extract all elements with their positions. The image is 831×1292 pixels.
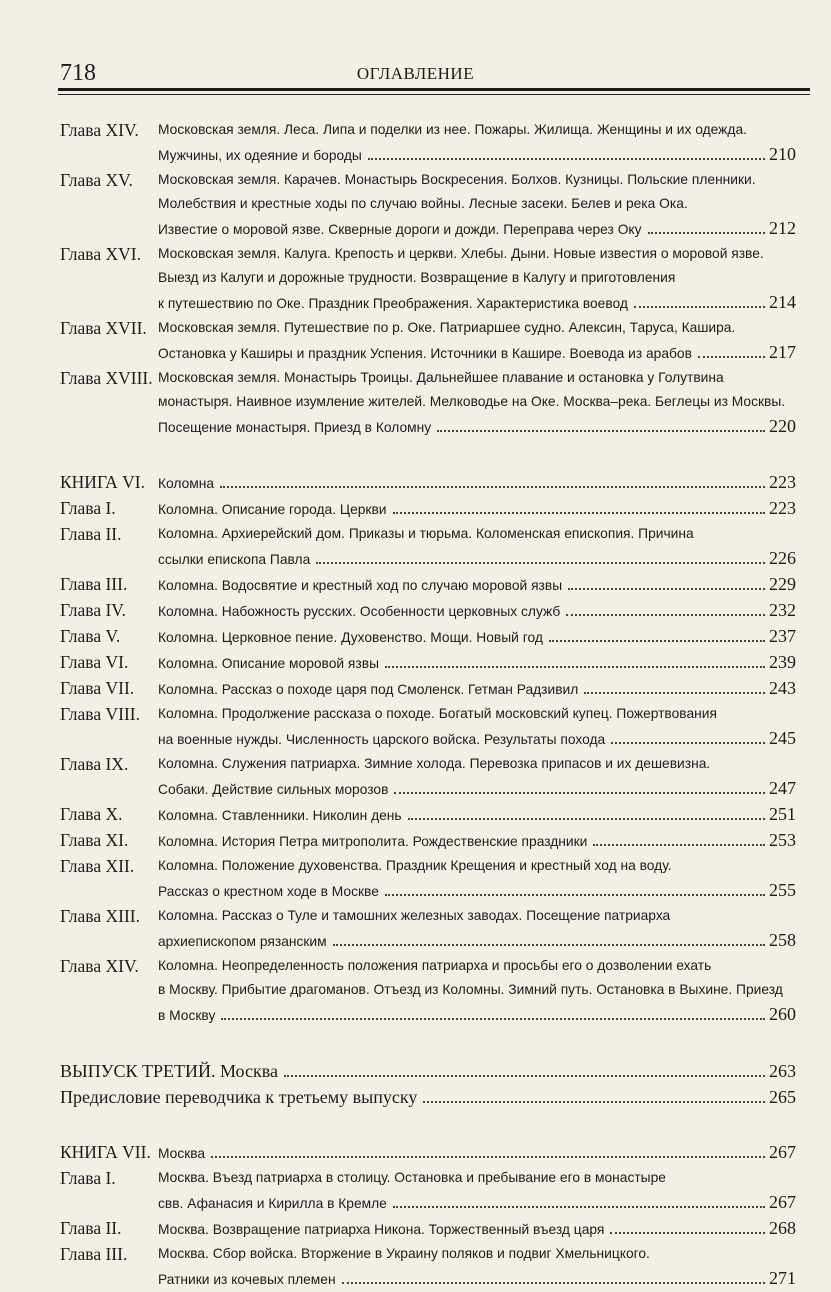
entry-page-number: 223	[769, 498, 796, 518]
entry-text-line: Коломна	[158, 476, 215, 491]
entry-text-line: Коломна. Набожность русских. Особенности церковных служб	[158, 604, 561, 619]
toc-entry	[60, 316, 796, 366]
entry-label: Глава XII.	[60, 856, 135, 876]
entry-page-number: 247	[769, 778, 796, 798]
entry-last-line	[158, 878, 796, 904]
entry-label: Глава XIII.	[60, 906, 140, 926]
toc-entry	[60, 242, 796, 316]
entry-text-line: Москва. Въезд патриарха в столицу. Остановка и пребывание его в монастыре	[158, 1170, 666, 1185]
entry-body	[158, 624, 796, 650]
toc-entry	[60, 522, 796, 572]
entry-text-line: Известие о моровой язве. Скверные дороги и дожди. Переправа через Оку	[158, 222, 642, 237]
entry-page-number: 223	[769, 472, 796, 492]
entry-body	[158, 118, 796, 168]
entry-last-line	[158, 496, 796, 522]
entry-label: Глава IV.	[60, 600, 127, 620]
entry-last-line	[158, 572, 796, 598]
entry-label: Глава III.	[60, 574, 128, 594]
header-rule-thin	[58, 94, 810, 95]
toc-entry	[60, 1140, 796, 1166]
entry-last-line	[158, 142, 796, 168]
toc-entry	[60, 1058, 796, 1084]
entry-page-number: 212	[769, 218, 796, 238]
entry-text-line: на военные нужды. Численность царского войска. Результаты похода	[158, 732, 606, 747]
toc-entry	[60, 802, 796, 828]
entry-page-number: 226	[769, 548, 796, 568]
entry-label: Глава III.	[60, 1244, 128, 1264]
dot-leader	[611, 741, 765, 744]
entry-body	[158, 572, 796, 598]
page-number: 718	[60, 60, 96, 86]
entry-body	[60, 1084, 796, 1110]
entry-body	[60, 1058, 796, 1084]
entry-label: Глава XIV.	[60, 120, 139, 140]
dot-leader	[698, 355, 765, 358]
entry-text-line: Московская земля. Калуга. Крепость и церкви. Хлебы. Дыни. Новые известия о моровой язве.	[158, 246, 764, 261]
entry-body	[158, 496, 796, 522]
entry-body	[158, 366, 796, 440]
entry-page-number: 265	[769, 1087, 796, 1107]
toc-entry	[60, 470, 796, 496]
entry-text-line: Коломна. Церковное пение. Духовенство. Мощи. Новый год	[158, 630, 543, 645]
entry-body	[158, 1242, 796, 1292]
entry-text-line: Москва. Возвращение патриарха Никона. Торжественный въезд царя	[158, 1222, 605, 1237]
entry-label: КНИГА VI.	[60, 472, 146, 492]
entry-text-line: Коломна. Водосвятие и крестный ход по случаю моровой язвы	[158, 578, 563, 593]
entry-page-number: 268	[769, 1218, 796, 1238]
entry-text-line: Московская земля. Путешествие по р. Оке. Патриаршее судно. Алексин, Таруса, Кашира.	[158, 320, 736, 335]
entry-last-line	[158, 928, 796, 954]
entry-text-line: Коломна. Описание города. Церкви	[158, 502, 387, 517]
entry-text-line: Московская земля. Монастырь Троицы. Дальнейшее плавание и остановка у Голутвина	[158, 370, 724, 385]
entry-page-number: 210	[769, 144, 796, 164]
entry-body	[158, 828, 796, 854]
entry-last-line	[158, 340, 796, 366]
entry-text-line: ВЫПУСК ТРЕТИЙ. Москва	[60, 1061, 278, 1081]
entry-label: Глава VI.	[60, 652, 129, 672]
toc-entry	[60, 168, 796, 242]
entry-body	[158, 650, 796, 676]
table-of-contents	[60, 118, 796, 1292]
entry-last-line	[158, 1140, 796, 1166]
entry-body	[158, 904, 796, 954]
entry-label: Глава XIV.	[60, 956, 139, 976]
entry-page-number: 267	[769, 1192, 796, 1212]
entry-text-line: Мужчины, их одеяние и бороды	[158, 148, 362, 163]
toc-entry	[60, 676, 796, 702]
dot-leader	[568, 587, 765, 590]
entry-last-line	[158, 676, 796, 702]
dot-leader	[593, 843, 765, 846]
dot-leader	[342, 1281, 765, 1284]
dot-leader	[393, 1205, 765, 1208]
dot-leader	[584, 691, 765, 694]
entry-page-number: 217	[769, 342, 796, 362]
entry-label: Глава XV.	[60, 170, 133, 190]
entry-text-line: Остановка у Каширы и праздник Успения. Источники в Кашире. Воевода из арабов	[158, 346, 692, 361]
entry-last-line	[158, 598, 796, 624]
toc-entry	[60, 366, 796, 440]
entry-label: Глава VIII.	[60, 704, 140, 724]
dot-leader	[211, 1155, 765, 1158]
entry-last-line	[158, 470, 796, 496]
entry-text-line: архиепископом рязанским	[158, 934, 327, 949]
running-title: ОГЛАВЛЕНИЕ	[356, 64, 475, 83]
toc-entry	[60, 1216, 796, 1242]
entry-text-line: Коломна. Неопределенность положения патриарха и просьбы его о дозволении ехать	[158, 958, 712, 973]
toc-entry	[60, 854, 796, 904]
dot-leader	[394, 791, 765, 794]
entry-text-line: к путешествию по Оке. Праздник Преображения. Характеристика воевод	[158, 296, 628, 311]
entry-label: Глава XI.	[60, 830, 129, 850]
toc-entry	[60, 496, 796, 522]
toc-entry	[60, 572, 796, 598]
entry-page-number: 245	[769, 728, 796, 748]
toc-entry	[60, 1242, 796, 1292]
dot-leader	[368, 157, 765, 160]
dot-leader	[566, 613, 765, 616]
entry-last-line	[158, 414, 796, 440]
entry-body	[158, 676, 796, 702]
entry-page-number: 258	[769, 930, 796, 950]
entry-text-line: Коломна. История Петра митрополита. Рождественские праздники	[158, 834, 588, 849]
entry-text-line: монастыря. Наивное изумление жителей. Мелководье на Оке. Москва–река. Беглецы из Москвы.	[158, 394, 786, 409]
entry-label: Глава II.	[60, 1218, 122, 1238]
toc-entry	[60, 828, 796, 854]
entry-label: Глава I.	[60, 1168, 116, 1188]
entry-body	[158, 598, 796, 624]
entry-page-number: 267	[769, 1142, 796, 1162]
entry-text-line: Московская земля. Леса. Липа и поделки из нее. Пожары. Жилища. Женщины и их одежда.	[158, 122, 747, 137]
entry-label: Глава I.	[60, 498, 116, 518]
entry-last-line	[158, 1216, 796, 1242]
toc-entry	[60, 1084, 796, 1110]
dot-leader	[610, 1231, 765, 1234]
entry-page-number: 239	[769, 652, 796, 672]
entry-body	[158, 470, 796, 496]
entry-last-line	[158, 624, 796, 650]
entry-label: КНИГА VII.	[60, 1142, 151, 1162]
entry-text-line: Москва. Сбор войска. Вторжение в Украину поляков и подвиг Хмельницкого.	[158, 1246, 650, 1261]
entry-label: Глава XVIII.	[60, 368, 153, 388]
entry-label: Глава VII.	[60, 678, 135, 698]
entry-body	[158, 168, 796, 242]
entry-last-line	[158, 828, 796, 854]
entry-label: Глава XVII.	[60, 318, 147, 338]
entry-body	[158, 802, 796, 828]
dot-leader	[385, 893, 765, 896]
entry-label: Глава V.	[60, 626, 121, 646]
entry-body	[158, 1166, 796, 1216]
dot-leader	[393, 511, 765, 514]
entry-page-number: 237	[769, 626, 796, 646]
entry-text-line: Рассказ о крестном ходе в Москве	[158, 884, 379, 899]
entry-body	[158, 522, 796, 572]
entry-body	[158, 752, 796, 802]
entry-page-number: 243	[769, 678, 796, 698]
entry-text-line: Собаки. Действие сильных морозов	[158, 782, 389, 797]
entry-page-number: 255	[769, 880, 796, 900]
entry-body	[158, 854, 796, 904]
toc-entry	[60, 752, 796, 802]
entry-text-line: в Москву	[158, 1008, 216, 1023]
entry-body	[158, 954, 796, 1028]
entry-page-number: 232	[769, 600, 796, 620]
entry-last-line	[158, 216, 796, 242]
dot-leader	[648, 231, 765, 234]
entry-last-line	[60, 1058, 796, 1084]
dot-leader	[333, 943, 765, 946]
entry-last-line	[158, 1002, 796, 1028]
entry-body	[158, 702, 796, 752]
toc-entry	[60, 954, 796, 1028]
toc-entry	[60, 650, 796, 676]
toc-entry	[60, 702, 796, 752]
entry-page-number: 229	[769, 574, 796, 594]
entry-last-line	[60, 1084, 796, 1110]
dot-leader	[221, 1017, 765, 1020]
dot-leader	[437, 429, 765, 432]
dot-leader	[549, 639, 765, 642]
toc-entry	[60, 904, 796, 954]
entry-last-line	[158, 546, 796, 572]
entry-last-line	[158, 726, 796, 752]
entry-text-line: Коломна. Ставленники. Николин день	[158, 808, 402, 823]
entry-text-line: Коломна. Положение духовенства. Праздник Крещения и крестный ход на воду.	[158, 858, 672, 873]
entry-text-line: Предисловие переводчика к третьему выпуску	[60, 1087, 418, 1107]
entry-page-number: 214	[769, 292, 796, 312]
toc-entry	[60, 1166, 796, 1216]
entry-last-line	[158, 802, 796, 828]
entry-text-line: Коломна. Служения патриарха. Зимние холода. Перевозка припасов и их дешевизна.	[158, 756, 711, 771]
entry-text-line: ссылки епископа Павла	[158, 552, 311, 567]
entry-page-number: 253	[769, 830, 796, 850]
entry-last-line	[158, 776, 796, 802]
dot-leader	[220, 485, 765, 488]
dot-leader	[284, 1074, 765, 1077]
entry-text-line: Выезд из Калуги и дорожные трудности. Возвращение в Калугу и приготовления	[158, 270, 676, 285]
toc-entry	[60, 118, 796, 168]
entry-page-number: 260	[769, 1004, 796, 1024]
toc-entry	[60, 624, 796, 650]
entry-text-line: Молебствия и крестные ходы по случаю войны. Лесные засеки. Белев и река Ока.	[158, 196, 688, 211]
entry-body	[158, 1216, 796, 1242]
entry-label: Глава II.	[60, 524, 122, 544]
entry-last-line	[158, 1266, 796, 1292]
entry-text-line: Московская земля. Карачев. Монастырь Воскресения. Болхов. Кузницы. Польские пленники.	[158, 172, 756, 187]
entry-page-number: 251	[769, 804, 796, 824]
dot-leader	[316, 561, 765, 564]
entry-page-number: 263	[769, 1061, 796, 1081]
entry-text-line: Коломна. Продолжение рассказа о походе. Богатый московский купец. Пожертвования	[158, 706, 717, 721]
entry-text-line: Коломна. Рассказ о походе царя под Смоленск. Гетман Радзивил	[158, 682, 579, 697]
entry-page-number: 220	[769, 416, 796, 436]
entry-page-number: 271	[769, 1268, 796, 1288]
entry-text-line: Коломна. Описание моровой язвы	[158, 656, 379, 671]
entry-text-line: Посещение монастыря. Приезд в Коломну	[158, 420, 432, 435]
dot-leader	[634, 305, 765, 308]
entry-label: Глава X.	[60, 804, 123, 824]
entry-body	[158, 242, 796, 316]
dot-leader	[385, 665, 765, 668]
entry-text-line: в Москву. Прибытие драгоманов. Отъезд из Коломны. Зимний путь. Остановка в Выхине. Приезд	[158, 982, 783, 997]
entry-text-line: Москва	[158, 1146, 206, 1161]
entry-text-line: Коломна. Рассказ о Туле и тамошних железных заводах. Посещение патриарха	[158, 908, 671, 923]
entry-body	[158, 1140, 796, 1166]
entry-label: Глава XVI.	[60, 244, 141, 264]
entry-text-line: свв. Афанасия и Кирилла в Кремле	[158, 1196, 387, 1211]
dot-leader	[408, 817, 765, 820]
toc-entry	[60, 598, 796, 624]
entry-last-line	[158, 650, 796, 676]
entry-text-line: Коломна. Архиерейский дом. Приказы и тюрьма. Коломенская епископия. Причина	[158, 526, 694, 541]
dot-leader	[423, 1100, 765, 1103]
entry-last-line	[158, 290, 796, 316]
entry-last-line	[158, 1190, 796, 1216]
entry-label: Глава IX.	[60, 754, 129, 774]
entry-body	[158, 316, 796, 366]
header-rule	[58, 88, 810, 91]
entry-text-line: Ратники из кочевых племен	[158, 1272, 336, 1287]
